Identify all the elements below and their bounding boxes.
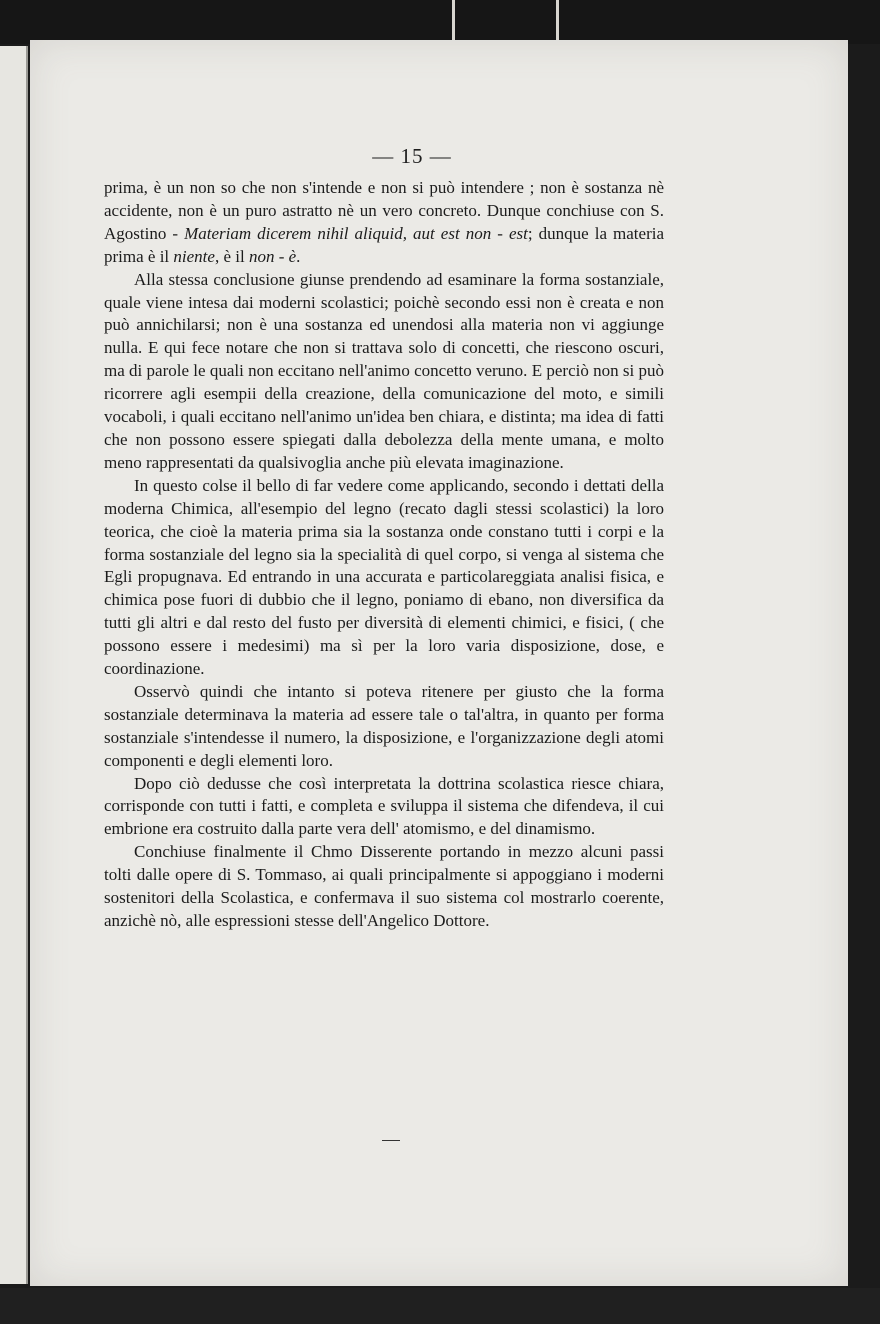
text-segment: Dopo ciò dedusse che così interpretata la dottrina scolastica riesce chiara, corrisponde con tutti i fatti, e completa e sviluppa il sistema che difendeva, il cui embrione era costruito dalla parte vera dell' atomismo, e del dinamismo. [104, 773, 664, 839]
paragraph-osservo [104, 681, 664, 773]
text-segment: Conchiuse finalmente il Chmo Disserente portando in mezzo alcuni passi tolti dalle opere di S. Tommaso, ai quali principalmente si appoggiano i moderni sostenitori della Scolastica, e confermava il suo sistema col mostrarlo coerente, anzichè nò, alle espressioni stesse dell'Angelico Dottore. [104, 842, 664, 930]
italic-text: Materiam dicerem nihil aliquid, aut est non - est [184, 223, 528, 243]
paragraph-dedusse [104, 773, 664, 842]
paragraph-chimica [104, 475, 664, 681]
text-segment: , è il [214, 246, 249, 266]
scan-bottom-edge [0, 1288, 880, 1324]
paragraph-forma-sostanziale [104, 269, 664, 475]
text-segment: Osservò quindi che intanto si poteva ritenere per giusto che la forma sostanziale determinava la materia ad essere tale o tal'altra, in quanto per forma sostanziale s'intendesse il numero, la disposizione, e l'organizzazione degli atomi componenti e degli elementi loro. [104, 681, 664, 770]
film-edge-mark [556, 0, 559, 40]
text-segment: ; dunque la materia prima è il [104, 223, 664, 266]
previous-page-edge [0, 46, 28, 1284]
italic-text: non - è [248, 246, 297, 266]
paragraph-conclusione [104, 841, 664, 933]
book-page [30, 40, 848, 1286]
text-segment: prima, è un non so che non s'intende e non si può intendere ; non è sostanza nè accidente, non è un puro astratto nè un vero concreto. Dunque conchiuse con S. Agostino - [104, 178, 664, 243]
italic-text: niente [173, 246, 215, 266]
text-segment: In questo colse il bello di far vedere come applicando, secondo i dettati della moderna Chimica, all'esempio del legno (recato dagli stessi scolastici) la loro teorica, che cioè la materia prima sia la sostanza onde constano tutti i corpi e la forma sostanziale del legno sia la specialità di quel corpo, si venga al sistema che Egli propugnava. Ed entrando in una accurata e particolareggiata analisi fisica, e chimica pose fuori di dubbio che il legno, poniamo di ebano, non diversifica da tutti gli altri e dal resto del fusto per diversità di elementi chimici, e fisici, ( che possono essere i medesimi) ma sì per la loro varia disposizione, dose, e coordinazione. [104, 475, 664, 679]
paragraph-continuation [104, 177, 664, 269]
page-body-text [104, 177, 664, 933]
text-segment: Alla stessa conclusione giunse prendendo ad esaminare la forma sostanziale, quale viene intesa dai moderni scolastici; poichè secondo essi non è creata e non può annichilarsi; non è una sostanza ed unendosi alla materia non vi aggiunge nulla. E qui fece notare che non si trattava solo di concetti, che riescono oscuri, ma di parole le quali non eccitano nell'animo concetto veruno. E perciò non si può ricorrere agli esempii della creazione, della comunicazione del moto, e simili vocaboli, i quali eccitano nell'animo un'idea ben chiara, e distinta; ma idea di fatti che non possono essere spiegati dalla debolezza della mente umana, e molto meno rappresentati da qualsivoglia anche più elevata imaginazione. [104, 269, 664, 472]
text-segment: . [296, 246, 301, 266]
page-number: — 15 — [372, 144, 452, 168]
film-edge-mark [452, 0, 455, 40]
scan-top-edge [0, 0, 880, 44]
end-of-text-rule [382, 1140, 400, 1141]
